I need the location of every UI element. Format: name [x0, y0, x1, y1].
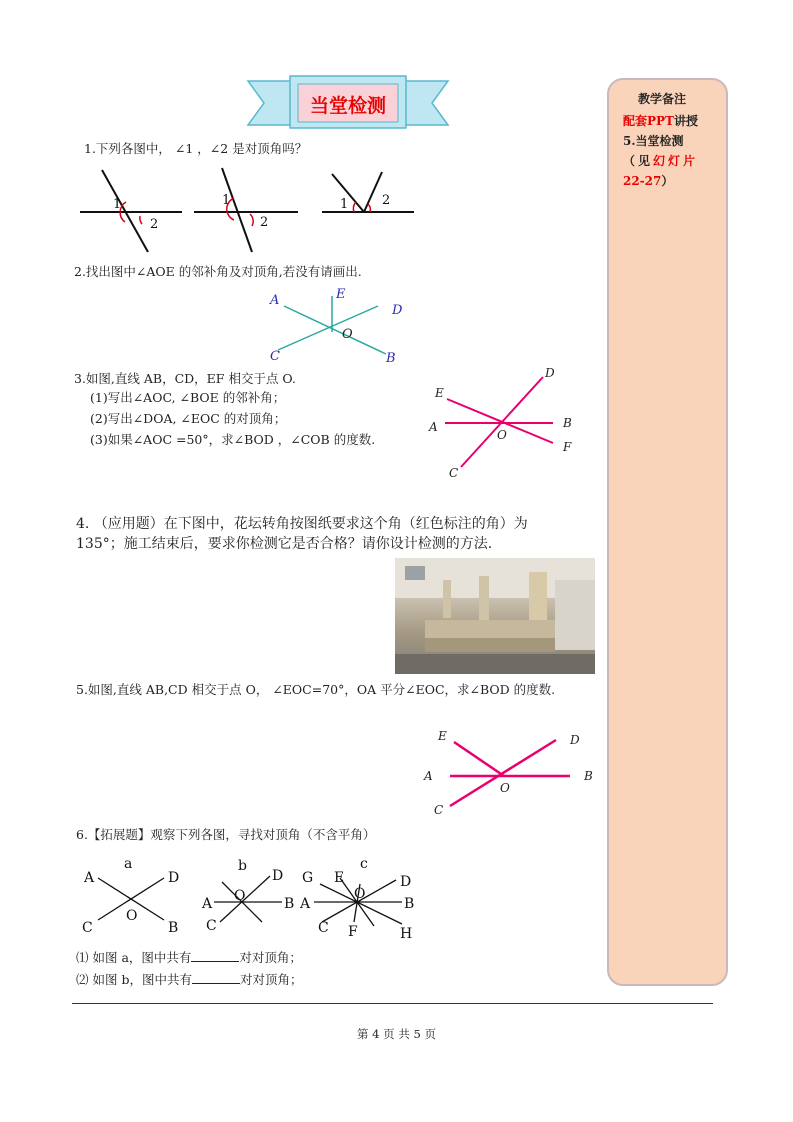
q6a-point-c: C: [82, 920, 93, 936]
banner-title: 当堂检测: [309, 95, 386, 117]
q2-point-e: E: [336, 287, 346, 302]
q6b-point-a: A: [202, 896, 213, 912]
q1-figure-1: [80, 168, 190, 258]
q2-figure: [266, 284, 416, 364]
q6c-name: c: [360, 856, 368, 872]
question-5: 5.如图,直线 AB,CD 相交于点 O， ∠EOC=70°，OA 平分∠EOC，求∠BOD 的度数.: [76, 682, 556, 697]
lecture-label: 讲授: [673, 114, 698, 128]
question-3-part-1: (1)写出∠AOC, ∠BOE 的邻补角；: [90, 390, 286, 405]
question-3-part-2: (2)写出∠DOA, ∠EOC 的对顶角；: [90, 411, 287, 426]
question-6-part-1: [76, 949, 302, 967]
q1-fig1-angle-2: 2: [150, 217, 159, 232]
q6-part1-blank: [191, 949, 239, 962]
flower-bed-photo: [395, 558, 595, 674]
question-4-line-2: 135°；施工结束后，要求你检测它是否合格？请你设计检测的方法.: [76, 536, 493, 552]
q6a-point-d: D: [168, 870, 180, 886]
teaching-notes-title: 教学备注: [638, 92, 687, 106]
q3-point-b: B: [563, 416, 572, 430]
teaching-notes-line4: [623, 171, 673, 191]
footer-divider: [72, 1003, 713, 1004]
q6a-point-o: O: [126, 908, 138, 924]
q6-part2-prefix: ⑵ 如图 b，图中共有: [76, 972, 192, 987]
q6c-point-e: E: [334, 870, 345, 886]
q6b-point-b: B: [284, 896, 295, 912]
question-3: 3.如图,直线 AB，CD，EF 相交于点 O.: [74, 371, 296, 386]
q6-part1-suffix: 对对顶角；: [239, 950, 302, 965]
q3-point-f: F: [563, 440, 572, 454]
question-2: 2.找出图中∠AOE 的邻补角及对顶角,若没有请画出.: [74, 264, 362, 279]
q2-point-o: O: [342, 327, 353, 342]
q6b-point-c: C: [206, 918, 217, 934]
page-number: 第 4 页 共 5 页: [357, 1027, 436, 1041]
q1-fig1-angle-1: 1: [113, 197, 122, 212]
q3-point-a: A: [429, 420, 438, 434]
q6-figure-c: [298, 852, 423, 947]
q1-fig2-angle-2: 2: [260, 215, 269, 230]
q6b-point-o: O: [234, 888, 246, 904]
ppt-label: 配套PPT: [623, 114, 674, 128]
q5-point-c: C: [434, 803, 444, 817]
q5-point-o: O: [500, 781, 510, 795]
q3-point-d: D: [545, 366, 555, 380]
q6-part2-blank: [192, 971, 240, 984]
q3-figure: [425, 365, 585, 480]
q6-part2-suffix: 对对顶角；: [239, 972, 303, 987]
q5-figure: [420, 728, 600, 818]
q6c-point-d: D: [400, 874, 412, 890]
paren-open: （见: [623, 154, 654, 168]
q1-figure-2: [194, 168, 304, 258]
question-4-line-1: 4. （应用题）在下图中，花坛转角按图纸要求这个角（红色标注的角）为: [76, 516, 528, 532]
q2-point-d: D: [392, 303, 403, 318]
q3-point-e: E: [435, 386, 444, 400]
question-1: 1.下列各图中， ∠1 ，∠2 是对顶角吗？: [84, 141, 308, 156]
question-6-part-2: [76, 971, 302, 989]
q1-fig2-angle-1: 1: [222, 193, 231, 208]
q6b-point-d: D: [272, 868, 284, 884]
q6c-point-b: B: [404, 896, 415, 912]
q6c-point-f: F: [348, 924, 358, 940]
teaching-notes-line3: [623, 151, 698, 171]
q6c-point-a: A: [300, 896, 311, 912]
q1-fig3-angle-1: 1: [340, 197, 349, 212]
q6c-point-c: C: [318, 920, 329, 936]
q6a-name: a: [124, 856, 133, 872]
q6c-point-h: H: [400, 926, 413, 942]
q5-point-e: E: [438, 729, 447, 743]
teaching-notes-line1: [623, 111, 698, 131]
q1-figure-3: [322, 168, 422, 228]
q2-point-b: B: [386, 351, 396, 366]
q1-fig3-angle-2: 2: [382, 193, 391, 208]
q6a-point-b: B: [168, 920, 179, 936]
q5-point-b: B: [584, 769, 593, 783]
q6c-point-g: G: [302, 870, 314, 886]
question-6: 6.【拓展题】观察下列各图，寻找对顶角（不含平角）: [76, 827, 376, 842]
paren-close: ）: [661, 174, 674, 188]
q6-figure-a: [80, 852, 190, 942]
q3-point-c: C: [449, 466, 459, 480]
teaching-notes-panel: [607, 78, 728, 986]
q6-part1-prefix: ⑴ 如图 a，图中共有: [76, 950, 192, 965]
q6c-point-o: O: [354, 886, 366, 902]
q6b-name: b: [238, 858, 247, 874]
slide-label: 幻灯片: [653, 154, 699, 168]
slide-range: 22-27: [623, 174, 662, 188]
teaching-notes-line2: 5.当堂检测: [623, 134, 684, 148]
q2-point-c: C: [270, 349, 280, 364]
question-3-part-3: (3)如果∠AOC =50°，求∠BOD ，∠COB 的度数.: [90, 432, 376, 447]
q5-point-d: D: [570, 733, 580, 747]
q3-point-o: O: [497, 428, 507, 442]
q2-point-a: A: [270, 293, 280, 308]
q6a-point-a: A: [84, 870, 95, 886]
q5-point-a: A: [424, 769, 433, 783]
